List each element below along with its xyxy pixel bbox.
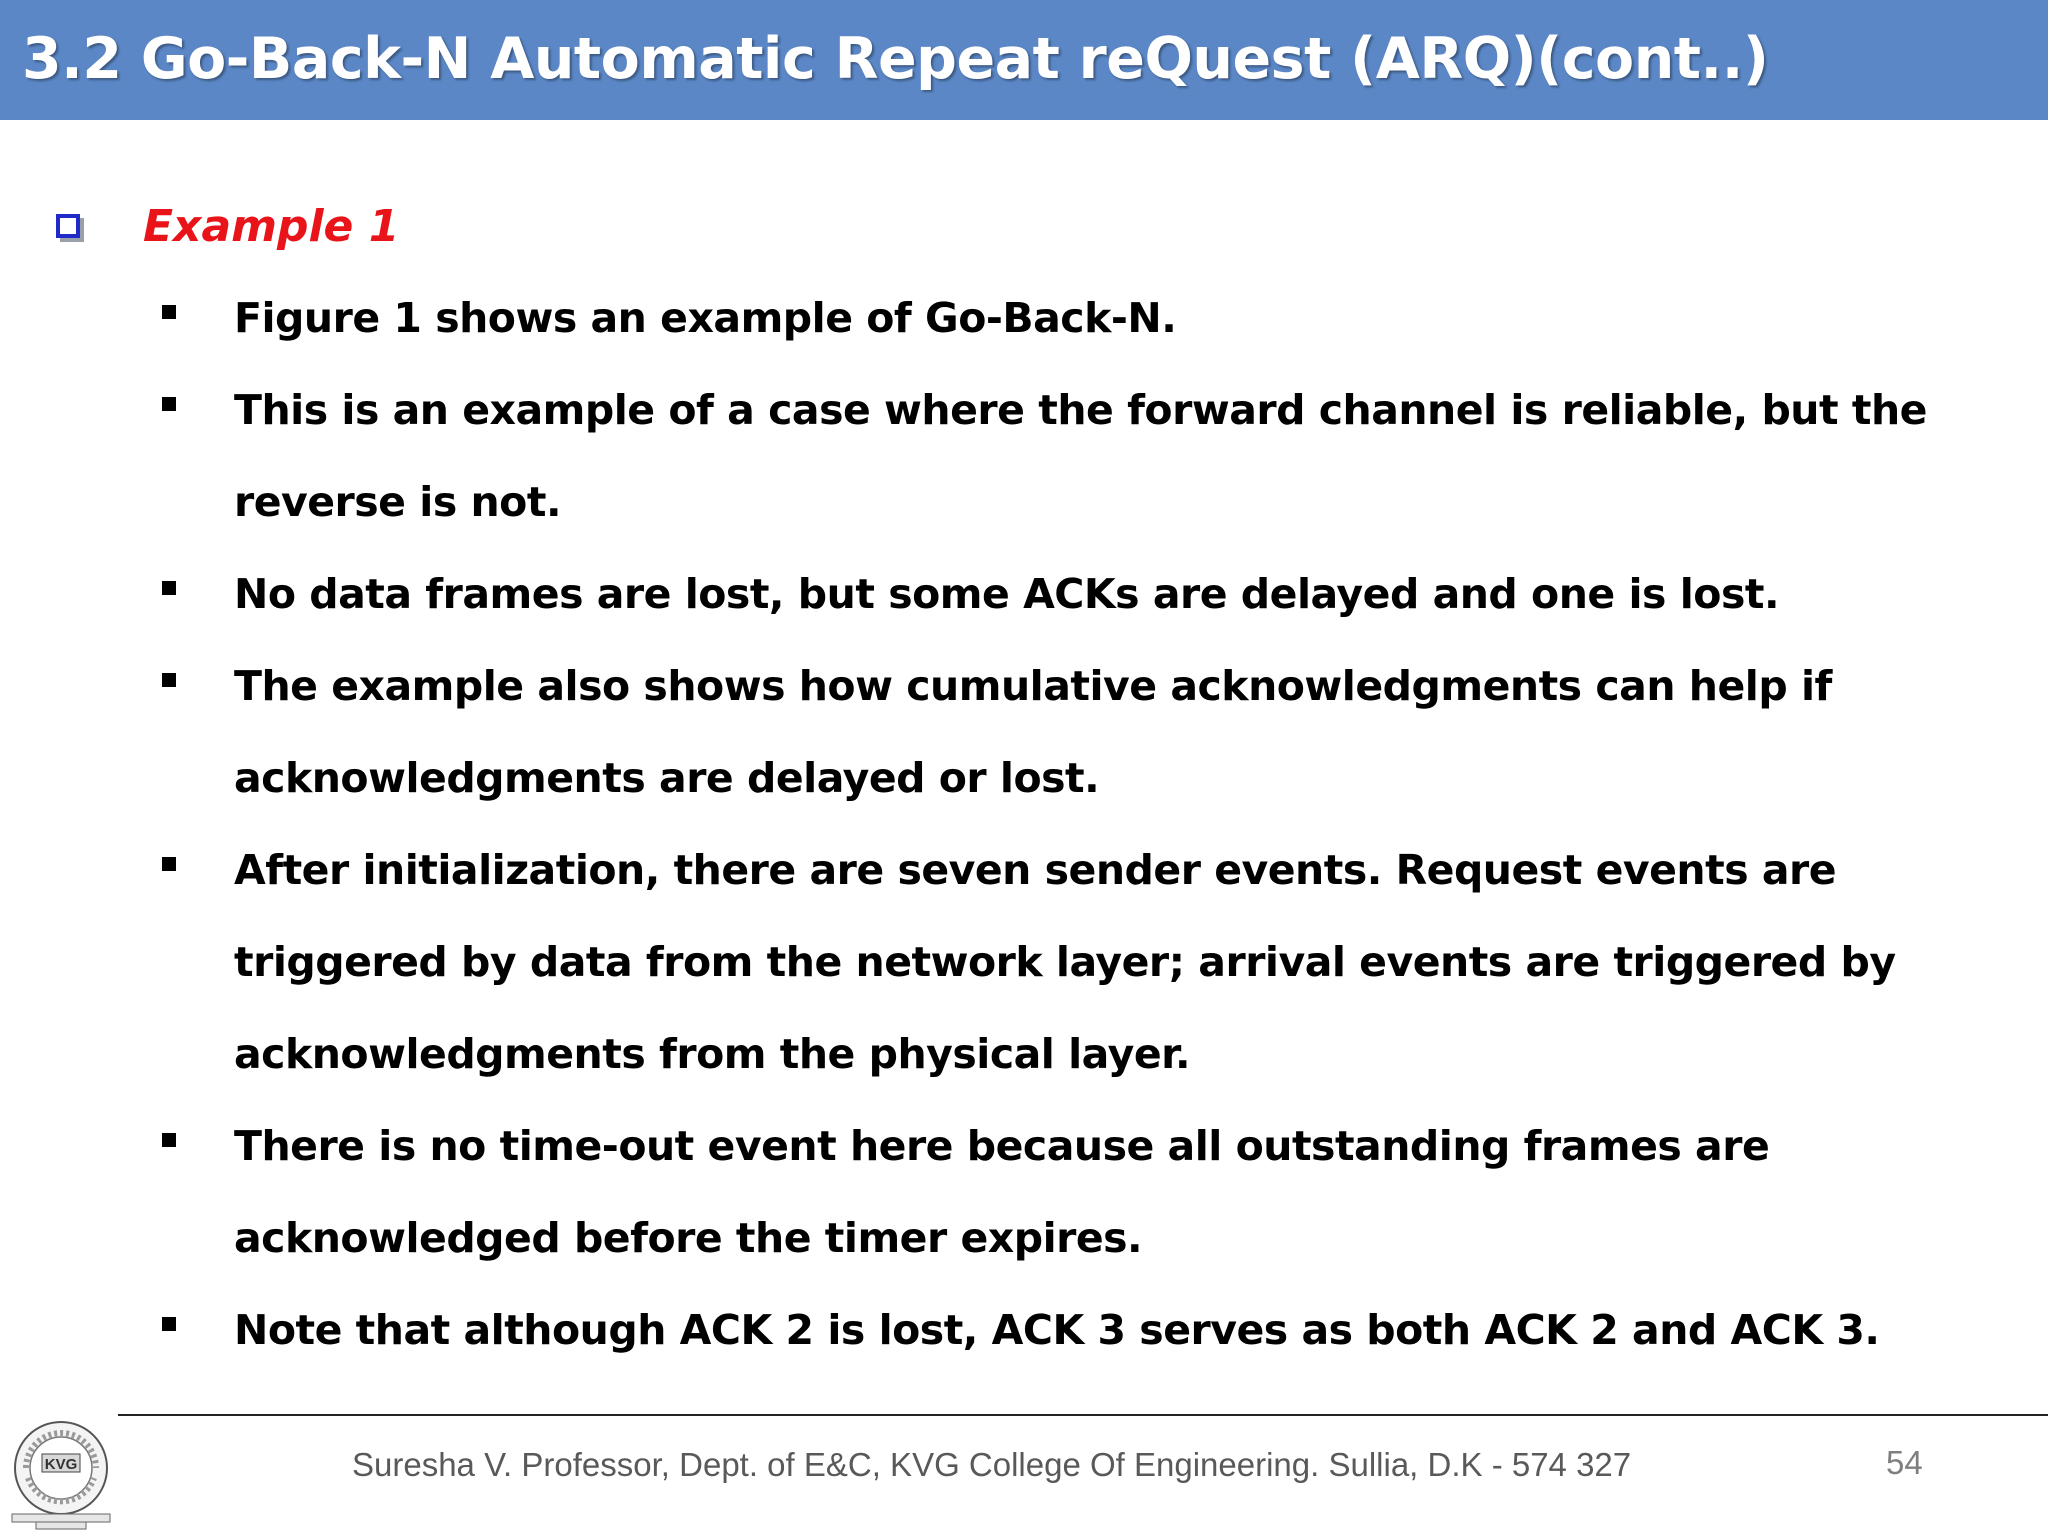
slide-title: 3.2 Go-Back-N Automatic Repeat reQuest (ARQ)(cont..) bbox=[22, 26, 1769, 92]
square-bullet-marker-icon bbox=[162, 857, 176, 871]
footer-credit: Suresha V. Professor, Dept. of E&C, KVG College Of Engineering. Sullia, D.K - 574 327 bbox=[352, 1446, 1632, 1483]
svg-text:KVG: KVG bbox=[44, 1456, 78, 1473]
bullet-text: After initialization, there are seven sender events. Request events are triggered by data from the network layer; arrival events are triggered by acknowledgments from the physical layer. bbox=[234, 846, 1896, 1078]
college-logo-emblem bbox=[6, 1418, 116, 1530]
bullet-list bbox=[160, 272, 2030, 1376]
square-bullet-marker-icon bbox=[162, 673, 176, 687]
page-number: 54 bbox=[1886, 1444, 1923, 1481]
square-bullet-marker-icon bbox=[162, 397, 176, 411]
square-bullet-marker-icon bbox=[162, 1317, 176, 1331]
square-bullet-marker-icon bbox=[162, 581, 176, 595]
bullet-item bbox=[160, 548, 2030, 640]
bullet-item bbox=[160, 272, 2030, 364]
bullet-text: Figure 1 shows an example of Go-Back-N. bbox=[234, 294, 1177, 342]
square-bullet-marker-icon bbox=[162, 305, 176, 319]
bullet-item bbox=[160, 824, 2030, 1100]
title-bar bbox=[0, 0, 2048, 120]
bullet-text: No data frames are lost, but some ACKs are delayed and one is lost. bbox=[234, 570, 1780, 618]
section-heading bbox=[56, 196, 399, 256]
bullet-item bbox=[160, 364, 2030, 548]
bullet-item bbox=[160, 640, 2030, 824]
bullet-text: There is no time-out event here because all outstanding frames are acknowledged before the timer expires. bbox=[234, 1122, 1770, 1262]
bullet-text: The example also shows how cumulative acknowledgments can help if acknowledgments are delayed or lost. bbox=[234, 662, 1832, 802]
square-bullet-icon bbox=[56, 214, 80, 238]
example-heading: Example 1 bbox=[143, 200, 400, 252]
square-bullet-marker-icon bbox=[162, 1133, 176, 1147]
college-logo bbox=[6, 1418, 116, 1530]
footer-divider bbox=[118, 1414, 2048, 1416]
bullet-item bbox=[160, 1284, 2030, 1376]
bullet-item bbox=[160, 1100, 2030, 1284]
bullet-text: Note that although ACK 2 is lost, ACK 3 serves as both ACK 2 and ACK 3. bbox=[234, 1306, 1880, 1354]
bullet-text: This is an example of a case where the forward channel is reliable, but the reverse is not. bbox=[234, 386, 1927, 526]
